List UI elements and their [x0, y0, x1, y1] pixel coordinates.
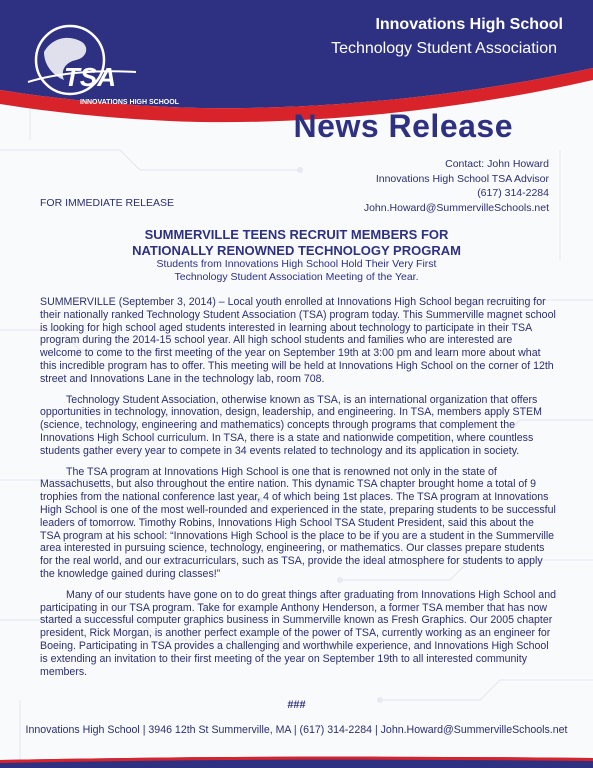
contact-email: John.Howard@SummervilleSchools.net [363, 201, 549, 214]
contact-role: Innovations High School TSA Advisor [375, 172, 549, 185]
logo-tsa-text: TSA [64, 62, 116, 92]
news-release-title: News Release [293, 108, 513, 144]
paragraph-4: Many of our students have gone on to do great things after graduating from Innovations High School and participating in our TSA program. Take for example Anthony Henderson, a former TSA member that has now started a successful computer graphics business in Summerville known as Fresh Graphics. Our 2005 chapter president, Rick Morgan, is another perfect example of the power of TSA, currently working as an engineer for Boeing. Participating in TSA provides a challenging and worthwhile experience, and Innovations High School is extending an invitation to their first meeting of the year on September 19th to all interested community members. [40, 588, 556, 678]
headline [0, 227, 593, 258]
school-name-heading: Innovations High School [375, 16, 563, 33]
logo-school-text: INNOVATIONS HIGH SCHOOL [80, 99, 179, 106]
contact-name: Contact: John Howard [445, 158, 549, 170]
release-tag: FOR IMMEDIATE RELEASE [40, 197, 174, 209]
headline-line-1: SUMMERVILLE TEENS RECRUIT MEMBERS FOR [144, 227, 449, 242]
headline-line-2: NATIONALLY RENOWNED TECHNOLOGY PROGRAM [132, 242, 461, 258]
end-mark: ### [287, 699, 306, 711]
paragraph-3: The TSA program at Innovations High School is one that is renowned not only in the state of Massachusetts, but also throughout the entire nation. This dynamic TSA chapter brought home a total of 9 trophies from the national conference last year, 4 of which being 1st places. The TSA program at Innovations High School is one of the most well-rounded and experienced in the state, preparing students to be successful leaders of tomorrow. Timothy Robins, Innovations High School TSA Student President, said this about the TSA program at his school: “Innovations High School is the place to be if you are a student in the Summerville area interested in pursuing science, technology, engineering, or mathematics. Our classes prepare students for the real world, and our extracurriculars, such as TSA, provide the ideal atmosphere for students to apply the knowledge gained during classes!” [40, 465, 556, 580]
subhead-line-1: Students from Innovations High School Hold Their Very First [156, 258, 437, 270]
organization-name-heading: Technology Student Association [331, 40, 557, 57]
footer-contact-line: Innovations High School | 3946 12th St Summerville, MA | (617) 314-2284 | John.Howard@SummervilleSchools.net [25, 724, 568, 736]
bottom-swoosh-band [0, 754, 593, 768]
tsa-logo [20, 12, 179, 112]
paragraph-2: Technology Student Association, otherwise known as TSA, is an international organization that offers opportunities in technology, innovation, design, leadership, and engineering. In TSA, members apply STEM (science, technology, engineering and mathematics) concepts through programs that complement the Innovations High School curriculum. In TSA, there is a state and nationwide competition, where countless students gather every year to compete in 34 events related to technology and its application in society. [40, 393, 542, 457]
paragraph-1: SUMMERVILLE (September 3, 2014) – Local youth enrolled at Innovations High School began recruiting for their nationally ranked Technology Student Association (TSA) program today. This Summerville magnet school is looking for high school aged students interested in learning about technology to participate in their TSA program during the 2014-15 school year. All high school students and families who are interested are welcome to come to the first meeting of the year on September 19th at 3:00 pm and learn more about what this incredible program has to offer. This meeting will be held at Innovations High School on the corner of 12th street and Innovations Lane in the technology lab, room 708. [40, 296, 556, 385]
subheadline [0, 258, 593, 284]
contact-phone: (617) 314-2284 [477, 187, 549, 200]
contact-block [364, 157, 549, 215]
article-body [40, 296, 556, 686]
subhead-line-2: Technology Student Association Meeting of the Year. [174, 271, 419, 283]
